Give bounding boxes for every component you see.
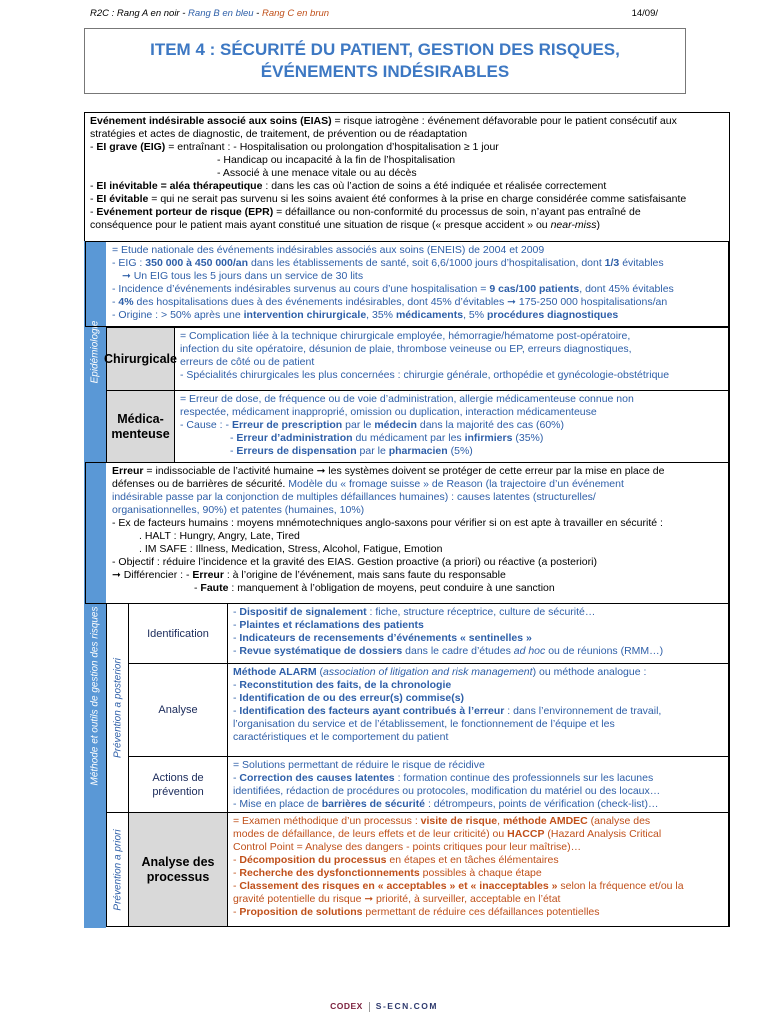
analyse-text: Méthode ALARM (association of litigation and risk management) ou méthode analogue : - Reconstitution des faits, de la chronologie - Identification de ou des erreur(s) commise(s) - Identification des facteurs ayant contribués à l’erreur : dans l’environnement de travail, l’organisation du service et de l’établissement, le fonctionnement de l’équipe et les caractéristiques et le comportement du patient (227, 663, 729, 757)
rank-legend: R2C : Rang A en noir - Rang B en bleu - Rang C en brun (90, 8, 330, 19)
chirurgicale-text: = Complication liée à la technique chirurgicale employée, hémorragie/hématome post-opératoire, infection du site opératoire, désunion de plaie, thrombose veineuse ou EP, erreurs diagnostiques, erreurs de côté ou de patient - Spécialités chirurgicales les plus concernées : chirurgie générale, orthopédie et gynécologie-obstétrique (174, 327, 729, 391)
content-table (84, 112, 730, 927)
footer-logo: CODEX S-ECN.COM (330, 1001, 438, 1011)
actions-text: = Solutions permettant de réduire le risque de récidive - Correction des causes latentes : formation continue des professionnels sur les lacunes identifiées, rédaction de procédures ou protocoles, modification du matériel ou des locaux… - Mise en place de barrières de sécurité : détrompeurs, points de vérification (check-list)… (227, 756, 729, 813)
analyse-label: Analyse (128, 663, 228, 757)
definitions-block: Evénement indésirable associé aux soins (EIAS) = risque iatrogène : événement défavorable pour le patient consécutif aux stratégies et actes de diagnostic, de traitement, de prévention ou de réadaptation - EI grave (EIG) = entraînant : - Hospitalisation ou prolongation d’hospitalisation ≥ 1 jour - Handicap ou incapacité à la fin de l’hospitalisation - Associé à une menace vitale ou au décès - EI inévitable = aléa thérapeutique : dans les cas où l’action de soins a été indiquée et réalisée correctement - EI évitable = qui ne serait pas survenu si les soins avaient été conformes à la prise en charge considérée comme satisfaisante - Evénement porteur de risque (EPR) = défaillance ou non-conformité du processus de soin, n’ayant pas entraîné de conséquence pour le patient mais ayant constitué une situation de risque (« presque accident » ou near-miss) (90, 115, 687, 231)
posteriori-sidebar: Prévention a posteriori (106, 603, 129, 813)
page-title: ITEM 4 : SÉCURITÉ DU PATIENT, GESTION DES RISQUES, ÉVÉNEMENTS INDÉSIRABLES (84, 28, 686, 94)
processus-label: Analyse des processus (128, 812, 228, 927)
identification-label: Identification (128, 603, 228, 664)
priori-sidebar: Prévention a priori (106, 812, 129, 927)
chirurgicale-label: Chirurgicale (106, 327, 175, 391)
erreur-block: Erreur = indissociable de l’activité humaine ➞ les systèmes doivent se protéger de cette erreur par la mise en place de défenses ou de barrières de sécurité. Modèle du « fromage suisse » de Reason (la trajectoire d’un événement indésirable passe par la conjonction de multiples défaillances humaines) : causes latentes (structurelles/ organisationnelles, 90%) et patentes (humaines, 10%) - Ex de facteurs humains : moyens mnémotechniques anglo-saxons pour vérifier si on est apte à travailler en sécurité : . HALT : Hungry, Angry, Late, Tired . IM SAFE : Illness, Medication, Stress, Alcohol, Fatigue, Emotion - Objectif : réduire l’incidence et la gravité des EIAS. Gestion proactive (a priori) ou réactive (a posteriori) ➞ Différencier : - Erreur : à l’origine de l’événement, mais sans faute du responsable - Faute : manquement à l’obligation de moyens, peut conduire à une sanction (112, 465, 665, 594)
medicamenteuse-label: Médica- menteuse (106, 390, 175, 463)
epidemiologie-sidebar: Epidémiologie (84, 241, 106, 463)
methode-sidebar: Méthode et outils de gestion des risques (84, 463, 106, 928)
medicamenteuse-text: = Erreur de dose, de fréquence ou de voie d’administration, allergie médicamenteuse connue non respectée, médicament inapproprié, omission ou duplication, interaction médicamenteuse - Cause : - Erreur de prescription par le médecin dans la majorité des cas (60%) - Erreur d’administration du médicament par les infirmiers (35%) - Erreurs de dispensation par le pharmacien (5%) (174, 390, 729, 463)
identification-text: - Dispositif de signalement : fiche, structure réceptrice, culture de sécurité… - Plaintes et réclamations des patients - Indicateurs de recensements d’événements « sentinelles » - Revue systématique de dossiers dans le cadre d’études ad hoc ou de réunions (RMM…) (227, 603, 729, 664)
eneis-text: = Etude nationale des événements indésirables associés aux soins (ENEIS) de 2004 et 2009 - EIG : 350 000 à 450 000/an dans les établissements de santé, soit 6,6/1000 jours d’hospitalisation, dont 1/3 évitables ➞ Un EIG tous les 5 jours dans un service de 30 lits - Incidence d’événements indésirables survenus au cours d’une hospitalisation = 9 cas/100 patients, dont 45% évitables - 4% des hospitalisations dues à des événements indésirables, dont 45% d’évitables ➞ 175-250 000 hospitalisations/an - Origine : > 50% après une intervention chirurgicale, 35% médicaments, 5% procédures diagnostiques (112, 244, 674, 321)
page-date: 14/09/ (631, 8, 658, 19)
processus-text: = Examen méthodique d’un processus : visite de risque, méthode AMDEC (analyse des modes de défaillance, de leurs effets et de leur criticité) ou HACCP (Hazard Analysis Critical Control Point = Analyse des dangers - points critiques pour leur maîtrise)… - Décomposition du processus en étapes et en tâches élémentaires - Recherche des dysfonctionnements possibles à chaque étape - Classement des risques en « acceptables » et « inacceptables » selon la fréquence et/ou la gravité potentielle du risque ➞ priorité, à surveiller, acceptable en l’état - Proposition de solutions permettant de réduire ces défaillances potentielles (227, 812, 729, 927)
actions-label: Actions de prévention (128, 756, 228, 813)
